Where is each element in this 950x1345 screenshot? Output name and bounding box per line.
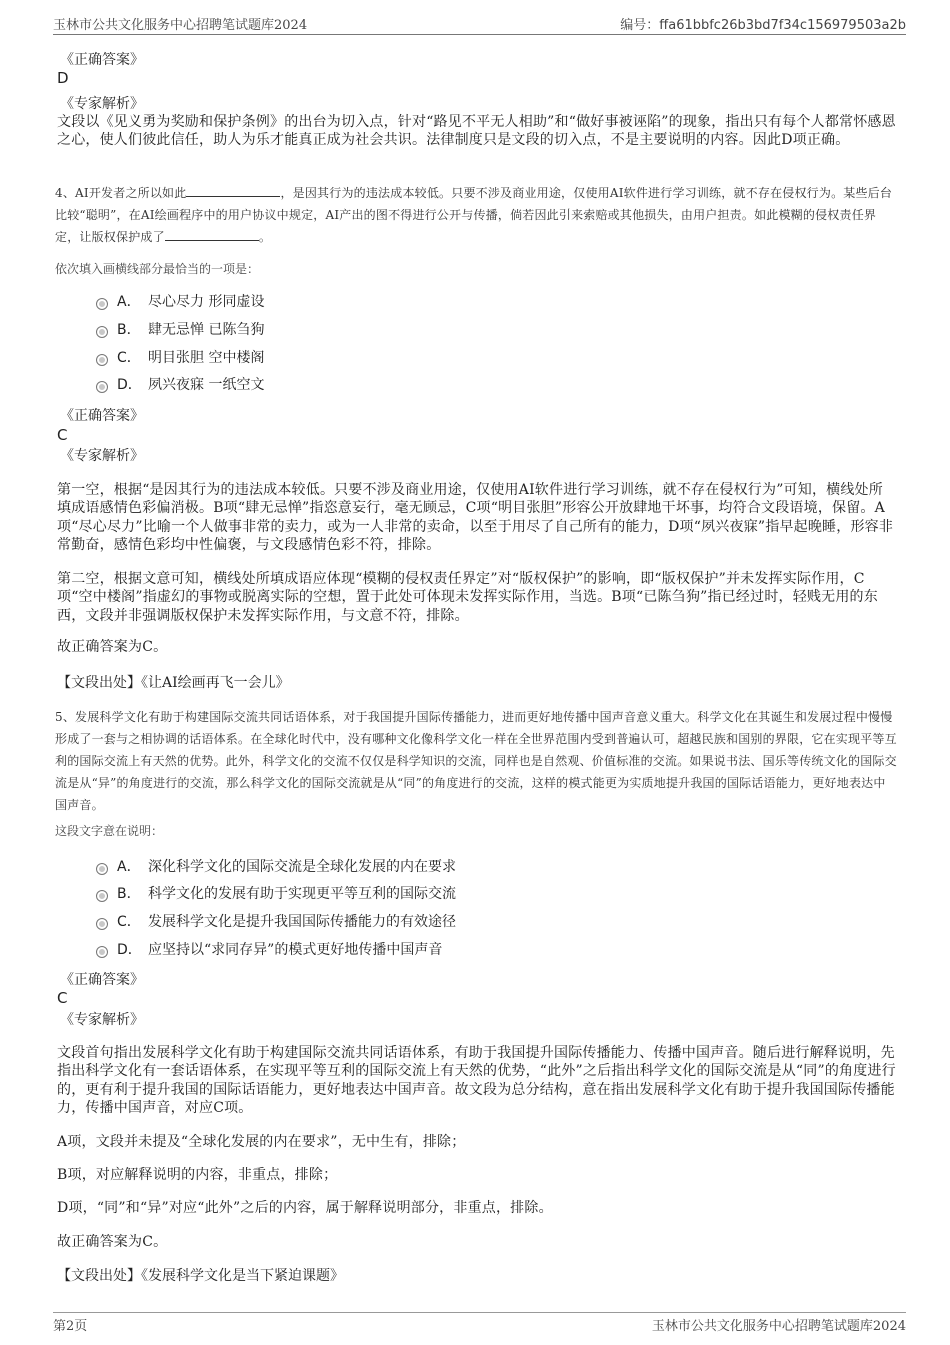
document-code: 编号：ffa61bbfc26b3bd7f34c156979503a2b: [620, 18, 906, 33]
radio-icon[interactable]: [96, 890, 108, 902]
q3-analysis-label: 《专家解析》: [60, 96, 144, 112]
q5-question-text: 5、发展科学文化有助于构建国际交流共同话语体系，对于我国提升国际传播能力，进而更好地传播中国声音意义重大。科学文化在其诞生和发展过程中慢慢形成了一套与之相协调的话语体系。在全球化时代中，没有哪种文化像科学文化一样在全世界范围内受到普遍认可，超越民族和国别的界限，它在实现平等互利的国际交流上有天然的优势。此外，科学文化的交流不仅仅是科学知识的交流，同样也是自然观、价值标准的交流。如果说书法、国乐等传统文化的国际交流是从“异”的角度进行的交流，那么科学文化的国际交流就是从“同”的角度进行的交流，这样的模式能更为实质地提升我国的国际话语能力，更好地表达中国声音。: [55, 710, 897, 812]
option-text: 尽心尽力 形同虚设: [148, 294, 265, 310]
radio-icon[interactable]: [96, 354, 108, 366]
q5-analysis-p5: 故正确答案为C。: [57, 1234, 168, 1250]
option-letter: A．: [117, 294, 141, 310]
q5-answer-label: 《正确答案》: [60, 972, 144, 988]
q4-source: 【文段出处】《让AI绘画再飞一会儿》: [57, 675, 290, 691]
option-letter: B．: [117, 322, 141, 338]
option-letter: D．: [117, 377, 142, 393]
q4-analysis-p2: 第二空，根据文意可知，横线处所填成语应体现“模糊的侵权责任界定”对“版权保护”的影响，即“版权保护”并未发挥实际作用，C项“空中楼阁”指虚幻的事物或脱离实际的空想，置于此处可体现未发挥实际作用，当选。B项“已陈刍狗”指已经过时，轻贱无用的东西，文段并非强调版权保护未发挥实际作用，与文意不符，排除。: [57, 571, 878, 624]
option-text: 明目张胆 空中楼阁: [148, 350, 265, 366]
option-text: 肆无忌惮 已陈刍狗: [148, 322, 265, 338]
q4-prompt: 依次填入画横线部分最恰当的一项是：: [55, 262, 260, 276]
q5-prompt: 这段文字意在说明：: [55, 824, 164, 838]
q4-question-text: [55, 182, 897, 248]
option-text: 科学文化的发展有助于实现更平等互利的国际交流: [148, 886, 456, 902]
q3-answer: D: [57, 69, 69, 87]
q4-blank-1: [186, 184, 280, 197]
q5-answer: C: [57, 989, 68, 1007]
q5-analysis-p2: A项，文段并未提及“全球化发展的内在要求”，无中生有，排除；: [57, 1134, 466, 1150]
q4-answer: C: [57, 426, 68, 444]
footer-title: 玉林市公共文化服务中心招聘笔试题库2024: [651, 1319, 906, 1334]
option-text: 夙兴夜寐 一纸空文: [148, 377, 265, 393]
option-letter: D．: [117, 942, 142, 958]
q5-analysis-p1: 文段首句指出发展科学文化有助于构建国际交流共同话语体系，有助于我国提升国际传播能力、传播中国声音。随后进行解释说明，先指出科学文化有一套话语体系，在实现平等互利的国际交流上有天然的优势，“此外”之后指出科学文化的国际交流是从“同”的角度进行的，更有利于提升我国的国际话语能力，更好地表达中国声音。故文段为总分结构，意在指出发展科学文化有助于提升我国国际传播能力，传播中国声音，对应C项。: [57, 1045, 896, 1117]
q4-analysis-p3: 故正确答案为C。: [57, 639, 168, 655]
radio-icon[interactable]: [96, 918, 108, 930]
option-letter: C．: [117, 914, 141, 930]
page-header: [53, 12, 906, 35]
q5-analysis-p3: B项，对应解释说明的内容，非重点，排除；: [57, 1167, 338, 1183]
radio-icon[interactable]: [96, 326, 108, 338]
radio-icon[interactable]: [96, 863, 108, 875]
page-footer: [53, 1312, 906, 1335]
q4-text-part2: ，是因其行为的违法成本较低。只要不涉及商业用途，仅使用AI软件进行学习训练，就不存在侵权行为。某些后台比较“聪明”，在AI绘画程序中的用户协议中规定，AI产出的图不得进行公开与传播，倘若因此引来索赔或其他损失，由用户担责。如此模糊的侵权责任界定，让版权保护成了: [55, 186, 893, 244]
q4-analysis-p1: 第一空，根据“是因其行为的违法成本较低。只要不涉及商业用途，仅使用AI软件进行学习训练，就不存在侵权行为”可知，横线处所填成语感情色彩偏消极。B项“肆无忌惮”指恣意妄行，毫无顾忌，C项“明目张胆”形容公开放肆地干坏事，均符合文段语境，保留。A项“尽心尽力”比喻一个人做事非常的卖力，或为一人非常的卖命，以至于用尽了自己所有的能力，D项“夙兴夜寐”指早起晚睡，形容非常勤奋，感情色彩均中性偏褒，与文段感情色彩不符，排除。: [57, 482, 894, 554]
page-number: 第2页: [53, 1319, 88, 1334]
option-text: 应坚持以“求同存异”的模式更好地传播中国声音: [148, 942, 443, 958]
q4-text-part3: 。: [258, 230, 272, 244]
option-text: 发展科学文化是提升我国国际传播能力的有效途径: [148, 914, 456, 930]
q3-analysis: 文段以《见义勇为奖励和保护条例》的出台为切入点，针对“路见不平无人相助”和“做好事被诬陷”的现象，指出只有每个人都常怀感恩之心，使人们彼此信任，助人为乐才能真正成为社会共识。法律制度只是文段的切入点，不是主要说明的内容。因此D项正确。: [57, 114, 896, 149]
q5-source: 【文段出处】《发展科学文化是当下紧迫课题》: [57, 1268, 344, 1284]
q4-blank-2: [165, 228, 259, 241]
q4-answer-label: 《正确答案》: [60, 408, 144, 424]
option-text: 深化科学文化的国际交流是全球化发展的内在要求: [148, 859, 456, 875]
q3-answer-label: 《正确答案》: [60, 52, 144, 68]
option-letter: C．: [117, 350, 141, 366]
radio-icon[interactable]: [96, 298, 108, 310]
option-letter: B．: [117, 886, 141, 902]
radio-icon[interactable]: [96, 946, 108, 958]
q5-analysis-p4: D项，“同”和“异”对应“此外”之后的内容，属于解释说明部分，非重点，排除。: [57, 1200, 553, 1216]
q5-analysis-label: 《专家解析》: [60, 1012, 144, 1028]
header-title: 玉林市公共文化服务中心招聘笔试题库2024: [53, 18, 308, 33]
radio-icon[interactable]: [96, 381, 108, 393]
option-letter: A．: [117, 859, 141, 875]
q4-analysis-label: 《专家解析》: [60, 448, 144, 464]
q4-text-part1: 4、AI开发者之所以如此: [55, 186, 187, 200]
